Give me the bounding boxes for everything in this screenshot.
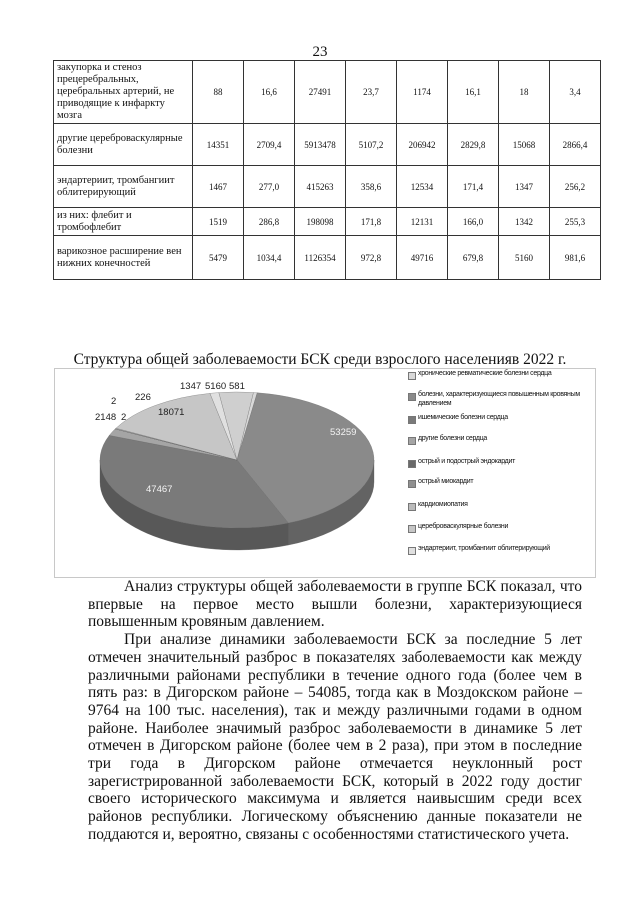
row-name-cell: закупорка и стеноз прецеребральных, церебральных артерий, не приводящие к инфаркту мозга [54,61,193,124]
legend-swatch [408,525,416,533]
legend-label: эндартериит, тромбангиит облитерирующий [418,545,550,552]
value-cell: 1342 [499,208,550,236]
value-cell: 1034,4 [244,236,295,280]
legend-swatch [408,416,416,424]
body-text [88,578,582,844]
value-cell: 679,8 [448,236,499,280]
value-cell: 88 [193,61,244,124]
data-label-1: 47467 [146,484,173,495]
value-cell: 14351 [193,124,244,166]
value-cell: 277,0 [244,166,295,208]
data-label-5: 226 [135,392,151,403]
value-cell: 15068 [499,124,550,166]
value-cell: 972,8 [346,236,397,280]
value-cell: 5160 [499,236,550,280]
row-name-cell: из них: флебит и тромбофлебит [54,208,193,236]
value-cell: 198098 [295,208,346,236]
paragraph-2: При анализе динамики заболеваемости БСК за последние 5 лет отмечен значительный разброс в показателях заболеваемости как между различными районами республики в течение одного года (более чем в пять раз: в Дигорском районе – 54085, тогда как в Моздокском районе – 9764 на 100 тыс. населения), так и между различными годами в одном районе. Наиболее значимый разброс заболеваемости в динамике 5 лет отмечен в Дигорском районе (более чем в 2 раза), при этом в последние три года в Дигорском районе отмечается неуклонный рост зарегистрированной заболеваемости БСК, который в 2022 году достиг своего исторического максимума и является наивысшим среди всех районов республики. Логическому объяснению данные показатели не поддаются и, вероятно, связаны с особенностями статистического учета. [88,631,582,843]
value-cell: 23,7 [346,61,397,124]
value-cell: 18 [499,61,550,124]
value-cell: 415263 [295,166,346,208]
value-cell: 16,1 [448,61,499,124]
value-cell: 2709,4 [244,124,295,166]
value-cell: 1519 [193,208,244,236]
value-cell: 27491 [295,61,346,124]
value-cell: 1347 [499,166,550,208]
value-cell: 981,6 [550,236,601,280]
data-label-0: 53259 [330,427,357,438]
data-label-6: 18071 [158,407,185,418]
value-cell: 1467 [193,166,244,208]
value-cell: 2866,4 [550,124,601,166]
value-cell: 2829,8 [448,124,499,166]
legend-swatch [408,547,416,555]
value-cell: 286,8 [244,208,295,236]
value-cell: 3,4 [550,61,601,124]
value-cell: 255,3 [550,208,601,236]
value-cell: 256,2 [550,166,601,208]
value-cell: 206942 [397,124,448,166]
legend-swatch [408,393,416,401]
legend-label: острый миокардит [418,478,474,485]
data-label-2: 2148 [95,412,117,423]
legend-label: хронические ревматические болезни сердца [418,370,552,377]
value-cell: 16,6 [244,61,295,124]
legend-swatch [408,480,416,488]
page-number: 23 [312,44,328,60]
value-cell: 5913478 [295,124,346,166]
value-cell: 166,0 [448,208,499,236]
row-name-cell: другие цереброваскулярные болезни [54,124,193,166]
legend-swatch [408,503,416,511]
chart-title: Структура общей заболеваемости БСК среди взрослого населенияв 2022 г. [73,351,567,368]
data-label-7: 1347 [180,381,202,392]
value-cell: 12534 [397,166,448,208]
legend-label: кардиомиопатия [418,501,468,508]
value-cell: 171,4 [448,166,499,208]
value-cell: 5479 [193,236,244,280]
legend-label: острый и подострый эндокардит [418,458,515,465]
legend-label: болезни, характеризующиеся повышенным кровяным давлением [418,391,580,407]
data-label-4: 2 [121,412,127,423]
legend-swatch [408,460,416,468]
value-cell: 12131 [397,208,448,236]
legend-label: другие болезни сердца [418,435,488,442]
data-label-3: 2 [111,396,117,407]
value-cell: 5107,2 [346,124,397,166]
paragraph-1: Анализ структуры общей заболеваемости в группе БСК показал, что впервые на первое место вышли болезни, характеризующиеся повышенным кровяным давлением. [88,578,582,631]
legend-swatch [408,372,416,380]
data-label-8: 5160 [205,381,227,392]
row-name-cell: варикозное расширение вен нижних конечностей [54,236,193,280]
legend-label: цереброваскулярные болезни [418,523,509,530]
legend-swatch [408,437,416,445]
value-cell: 1126354 [295,236,346,280]
row-name-cell: эндартериит, тромбангиит облитерирующий [54,166,193,208]
data-label-9: 581 [229,381,245,392]
value-cell: 171,8 [346,208,397,236]
legend-label: ишемические болезни сердца [418,414,508,421]
value-cell: 358,6 [346,166,397,208]
value-cell: 49716 [397,236,448,280]
value-cell: 1174 [397,61,448,124]
